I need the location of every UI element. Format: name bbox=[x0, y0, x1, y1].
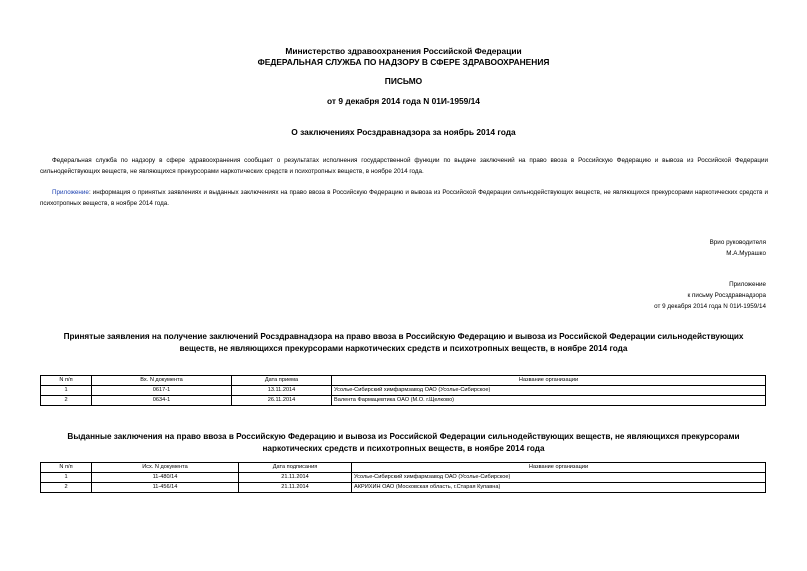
table1-title: Принятые заявления на получение заключений Росздравнадзора на право ввоза в Российскую Федерацию и вывоза из Российской Федерации сильнодействующих веществ, не являющихся прекурсорами наркотических средств и психотропных веществ, в ноябре 2014 года bbox=[63, 332, 744, 353]
table-cell: 11-480/14 bbox=[92, 473, 239, 483]
document-date-number: от 9 декабря 2014 года N 01И-1959/14 bbox=[327, 96, 480, 106]
body-paragraph-1-text: Федеральная служба по надзору в сфере здравоохранения сообщает о результатах исполнения государственной функции по выдаче заключений на право ввоза в Российскую Федерацию и вывоза из Российской Федерации сильнодействующих веществ, не являющихся прекурсорами наркотических средств и психотропных веществ, в ноябре 2014 года. bbox=[40, 157, 768, 175]
table-cell: 0634-1 bbox=[92, 396, 232, 406]
table-header-row bbox=[41, 463, 766, 473]
table-row bbox=[41, 386, 766, 396]
appendix-reference: к письму Росздравнадзора bbox=[687, 292, 766, 299]
body-paragraph-1 bbox=[40, 155, 768, 177]
table-cell: Валента Фармацевтика ОАО (М.О. г.Щелково) bbox=[332, 396, 766, 406]
table-cell: 21.11.2014 bbox=[239, 473, 352, 483]
document-type: ПИСЬМО bbox=[384, 76, 423, 86]
table-row bbox=[41, 483, 766, 493]
table-header-row bbox=[41, 376, 766, 386]
table-cell: 11-456/14 bbox=[92, 483, 239, 493]
column-header: Название организации bbox=[332, 376, 766, 386]
table-cell: 2 bbox=[41, 483, 92, 493]
table-cell: 26.11.2014 bbox=[232, 396, 332, 406]
table-cell: 1 bbox=[41, 386, 92, 396]
column-header: Дата приема bbox=[232, 376, 332, 386]
body-paragraph-2-text: : информация о принятых заявлениях и выданных заключениях на право ввоза в Российскую Федерацию и вывоза из Российской Федерации сильнодействующих веществ, не являющихся прекурсорами наркотических средств и психотропных веществ, в ноябре 2014 года. bbox=[40, 189, 768, 207]
body-paragraph-2 bbox=[40, 187, 768, 209]
accepted-applications-table bbox=[40, 375, 766, 406]
appendix-date-number: от 9 декабря 2014 года N 01И-1959/14 bbox=[654, 303, 766, 310]
table-cell: 21.11.2014 bbox=[239, 483, 352, 493]
table-cell: 13.11.2014 bbox=[232, 386, 332, 396]
column-header: Название организации bbox=[352, 463, 766, 473]
column-header: Исх. N документа bbox=[92, 463, 239, 473]
column-header: N п/п bbox=[41, 463, 92, 473]
table2-title: Выданные заключения на право ввоза в Российскую Федерацию и вывоза из Российской Федерации сильнодействующих веществ, не являющихся прекурсорами наркотических средств и психотропных веществ, в ноябре 2014 года bbox=[67, 432, 740, 453]
service-name: ФЕДЕРАЛЬНАЯ СЛУЖБА ПО НАДЗОРУ В СФЕРЕ ЗДРАВООХРАНЕНИЯ bbox=[257, 57, 550, 67]
signature-position: Врио руководителя bbox=[709, 239, 766, 246]
appendix-label: Приложение bbox=[729, 281, 766, 288]
letter-subject: О заключениях Росздравнадзора за ноябрь 2014 года bbox=[291, 127, 516, 137]
table-cell: 2 bbox=[41, 396, 92, 406]
table-cell: Усолье-Сибирский химфармзавод ОАО (Усолье-Сибирское) bbox=[332, 386, 766, 396]
ministry-name: Министерство здравоохранения Российской Федерации bbox=[285, 46, 522, 56]
attachment-link[interactable]: Приложение bbox=[52, 189, 89, 196]
table-cell: 1 bbox=[41, 473, 92, 483]
table-cell: АКРИХИН ОАО (Московская область, г.Старая Купавна) bbox=[352, 483, 766, 493]
table-cell: Усолье-Сибирский химфармзавод ОАО (Усолье-Сибирское) bbox=[352, 473, 766, 483]
column-header: N п/п bbox=[41, 376, 92, 386]
column-header: Вх. N документа bbox=[92, 376, 232, 386]
issued-conclusions-table bbox=[40, 462, 766, 493]
table-row bbox=[41, 473, 766, 483]
table-cell: 0617-1 bbox=[92, 386, 232, 396]
column-header: Дата подписания bbox=[239, 463, 352, 473]
signature-name: М.А.Мурашко bbox=[726, 250, 766, 257]
table-row bbox=[41, 396, 766, 406]
